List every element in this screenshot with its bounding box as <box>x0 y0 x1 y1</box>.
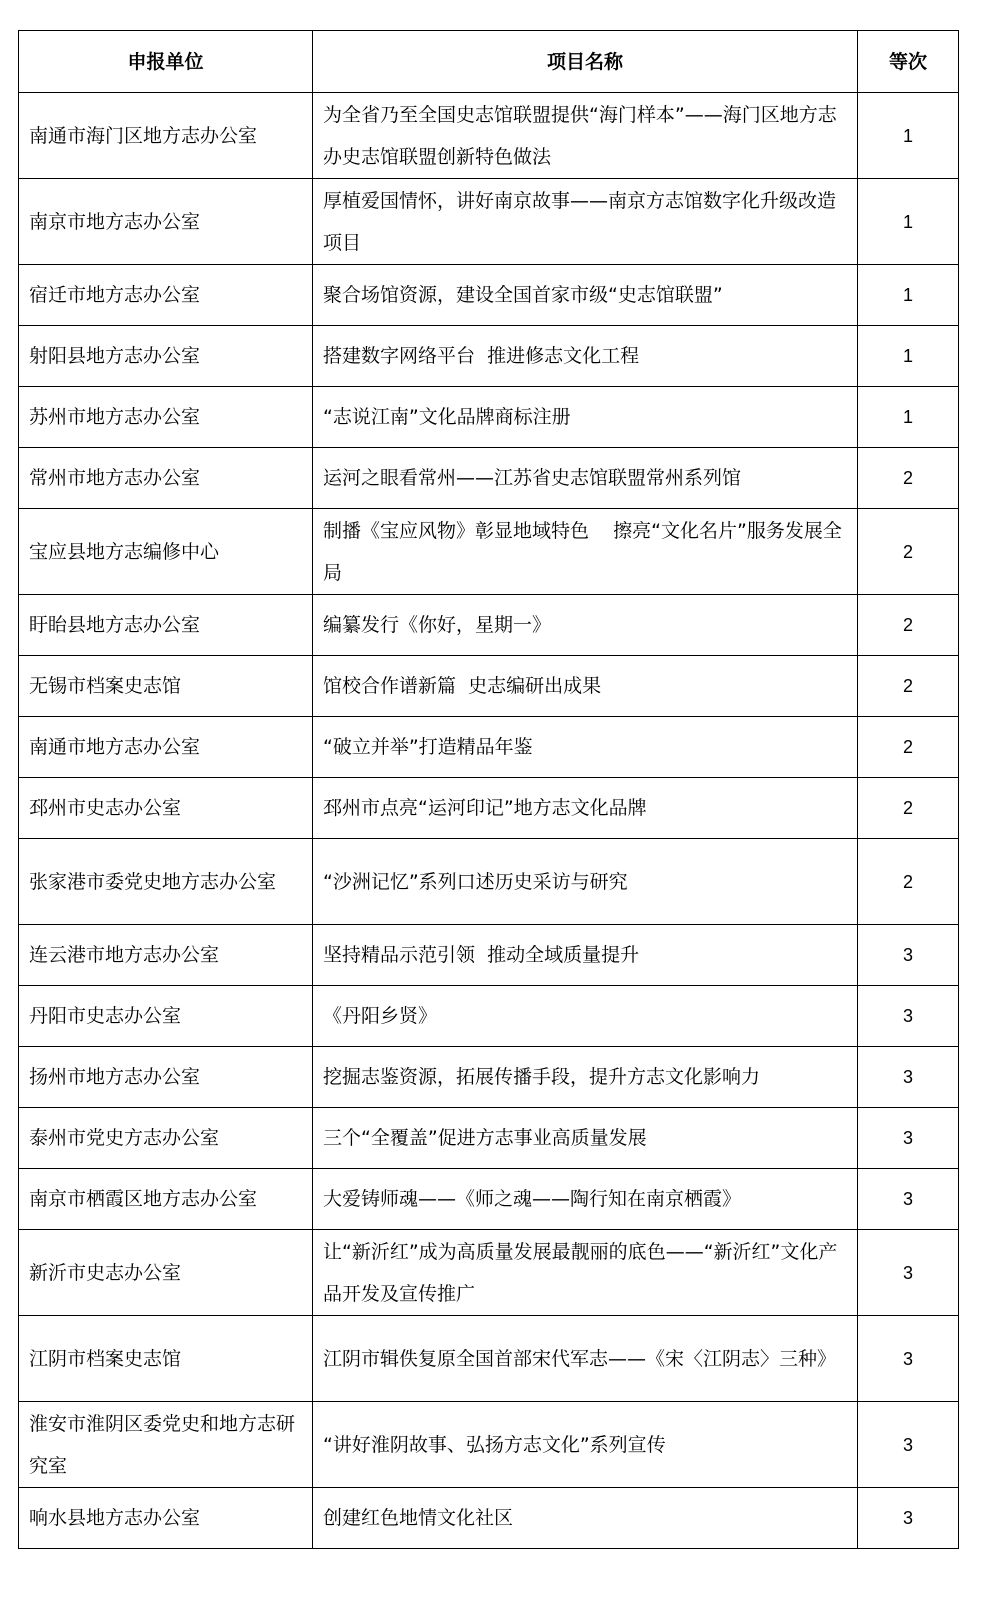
project-cell: “讲好淮阴故事、弘扬方志文化”系列宣传 <box>313 1402 858 1488</box>
unit-cell: 响水县地方志办公室 <box>19 1488 313 1549</box>
unit-cell: 连云港市地方志办公室 <box>19 925 313 986</box>
unit-cell: 宝应县地方志编修中心 <box>19 509 313 595</box>
project-cell: 馆校合作谱新篇 史志编研出成果 <box>313 656 858 717</box>
table-row <box>19 179 959 265</box>
table-row <box>19 1169 959 1230</box>
grade-cell: 1 <box>858 387 959 448</box>
table-row <box>19 387 959 448</box>
unit-cell: 丹阳市史志办公室 <box>19 986 313 1047</box>
grade-cell: 3 <box>858 1108 959 1169</box>
unit-cell: 南京市栖霞区地方志办公室 <box>19 1169 313 1230</box>
project-cell: 坚持精品示范引领 推动全域质量提升 <box>313 925 858 986</box>
table-row <box>19 1230 959 1316</box>
table-row <box>19 778 959 839</box>
table-row <box>19 839 959 925</box>
table-row <box>19 595 959 656</box>
grade-cell: 2 <box>858 717 959 778</box>
table-row <box>19 509 959 595</box>
project-cell: 厚植爱国情怀，讲好南京故事——南京方志馆数字化升级改造项目 <box>313 179 858 265</box>
table-row <box>19 1488 959 1549</box>
project-cell: 邳州市点亮“运河印记”地方志文化品牌 <box>313 778 858 839</box>
unit-cell: 南通市地方志办公室 <box>19 717 313 778</box>
grade-cell: 2 <box>858 448 959 509</box>
awards-table <box>18 30 959 1549</box>
grade-cell: 3 <box>858 1169 959 1230</box>
table-row <box>19 326 959 387</box>
unit-cell: 常州市地方志办公室 <box>19 448 313 509</box>
grade-cell: 2 <box>858 595 959 656</box>
unit-cell: 宿迁市地方志办公室 <box>19 265 313 326</box>
grade-cell: 3 <box>858 1488 959 1549</box>
table-row <box>19 1047 959 1108</box>
table-row <box>19 656 959 717</box>
unit-cell: 邳州市史志办公室 <box>19 778 313 839</box>
unit-cell: 淮安市淮阴区委党史和地方志研究室 <box>19 1402 313 1488</box>
table-row <box>19 1402 959 1488</box>
project-cell: 大爱铸师魂——《师之魂——陶行知在南京栖霞》 <box>313 1169 858 1230</box>
grade-cell: 2 <box>858 778 959 839</box>
unit-cell: 苏州市地方志办公室 <box>19 387 313 448</box>
unit-cell: 扬州市地方志办公室 <box>19 1047 313 1108</box>
grade-cell: 1 <box>858 93 959 179</box>
unit-cell: 无锡市档案史志馆 <box>19 656 313 717</box>
grade-cell: 1 <box>858 265 959 326</box>
grade-cell: 3 <box>858 1047 959 1108</box>
project-cell: 运河之眼看常州——江苏省史志馆联盟常州系列馆 <box>313 448 858 509</box>
header-row <box>19 31 959 93</box>
unit-cell: 泰州市党史方志办公室 <box>19 1108 313 1169</box>
project-cell: 编纂发行《你好，星期一》 <box>313 595 858 656</box>
table-row <box>19 717 959 778</box>
project-cell: 三个“全覆盖”促进方志事业高质量发展 <box>313 1108 858 1169</box>
project-cell: 《丹阳乡贤》 <box>313 986 858 1047</box>
table-row <box>19 1108 959 1169</box>
grade-cell: 2 <box>858 839 959 925</box>
grade-cell: 3 <box>858 986 959 1047</box>
grade-cell: 2 <box>858 509 959 595</box>
unit-cell: 南通市海门区地方志办公室 <box>19 93 313 179</box>
header-unit: 申报单位 <box>19 31 313 93</box>
grade-cell: 3 <box>858 925 959 986</box>
grade-cell: 2 <box>858 656 959 717</box>
table-row <box>19 448 959 509</box>
header-project: 项目名称 <box>313 31 858 93</box>
project-cell: 创建红色地情文化社区 <box>313 1488 858 1549</box>
unit-cell: 张家港市委党史地方志办公室 <box>19 839 313 925</box>
project-cell: 聚合场馆资源，建设全国首家市级“史志馆联盟” <box>313 265 858 326</box>
grade-cell: 3 <box>858 1402 959 1488</box>
project-cell: “沙洲记忆”系列口述历史采访与研究 <box>313 839 858 925</box>
project-cell: 制播《宝应风物》彰显地域特色 擦亮“文化名片”服务发展全局 <box>313 509 858 595</box>
table-row <box>19 93 959 179</box>
table-row <box>19 986 959 1047</box>
header-grade: 等次 <box>858 31 959 93</box>
grade-cell: 3 <box>858 1316 959 1402</box>
grade-cell: 3 <box>858 1230 959 1316</box>
project-cell: 让“新沂红”成为高质量发展最靓丽的底色——“新沂红”文化产品开发及宣传推广 <box>313 1230 858 1316</box>
unit-cell: 江阴市档案史志馆 <box>19 1316 313 1402</box>
table-row <box>19 925 959 986</box>
project-cell: 为全省乃至全国史志馆联盟提供“海门样本”——海门区地方志办史志馆联盟创新特色做法 <box>313 93 858 179</box>
unit-cell: 南京市地方志办公室 <box>19 179 313 265</box>
project-cell: “志说江南”文化品牌商标注册 <box>313 387 858 448</box>
table-row <box>19 1316 959 1402</box>
grade-cell: 1 <box>858 326 959 387</box>
table-row <box>19 265 959 326</box>
grade-cell: 1 <box>858 179 959 265</box>
unit-cell: 盱眙县地方志办公室 <box>19 595 313 656</box>
unit-cell: 新沂市史志办公室 <box>19 1230 313 1316</box>
project-cell: 搭建数字网络平台 推进修志文化工程 <box>313 326 858 387</box>
project-cell: 挖掘志鉴资源，拓展传播手段，提升方志文化影响力 <box>313 1047 858 1108</box>
project-cell: 江阴市辑佚复原全国首部宋代军志——《宋〈江阴志〉三种》 <box>313 1316 858 1402</box>
project-cell: “破立并举”打造精品年鉴 <box>313 717 858 778</box>
unit-cell: 射阳县地方志办公室 <box>19 326 313 387</box>
